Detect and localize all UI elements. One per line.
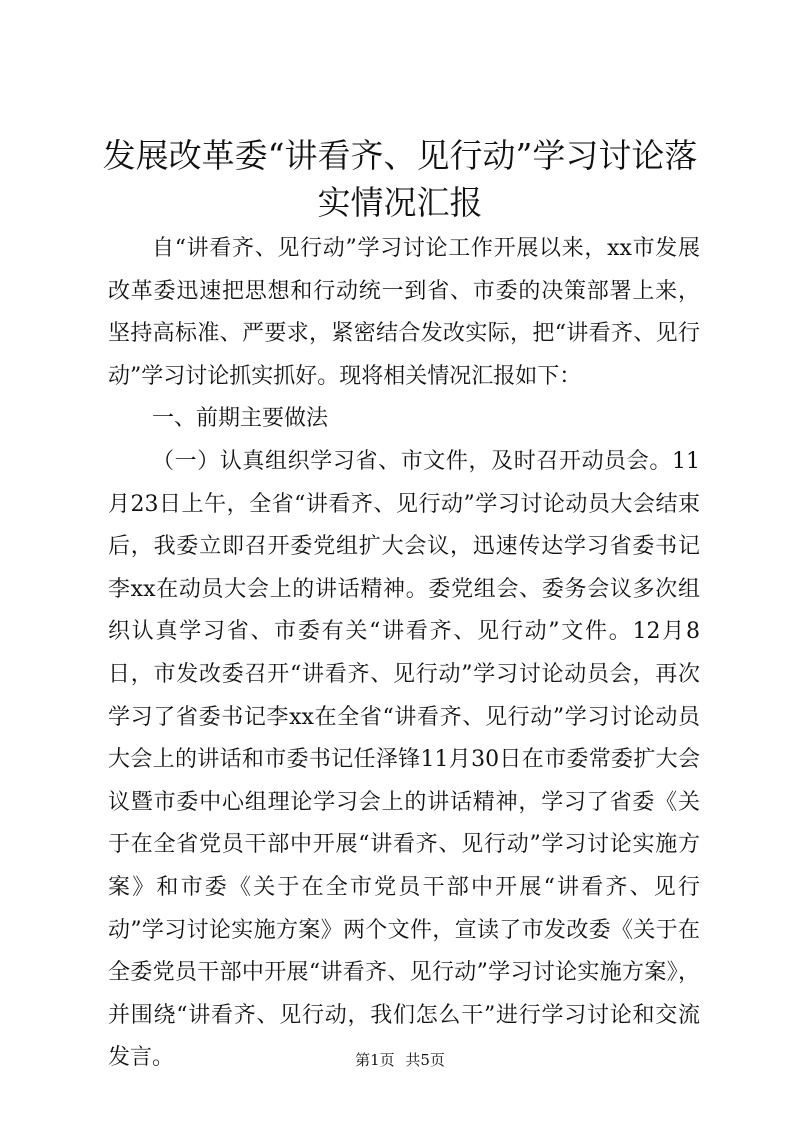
page-footer xyxy=(0,1050,800,1070)
intro-paragraph: 自“讲看齐、见行动”学习讨论工作开展以来，xx市发展改革委迅速把思想和行动统一到省、市委的决策部署上来，坚持高标准、严要求，紧密结合发改实际，把“讲看齐、见行动”学习讨论抓实抓好。现将相关情况汇报如下： xyxy=(108,236,700,389)
page-number: 第1页 xyxy=(355,1051,395,1069)
total-pages: 共5页 xyxy=(405,1051,445,1069)
section-heading: 一、前期主要做法 xyxy=(152,406,329,432)
document-body xyxy=(108,228,700,1080)
document-title: 发展改革委“讲看齐、见行动”学习讨论落实情况汇报 xyxy=(102,136,698,222)
section-paragraph: （一）认真组织学习省、市文件，及时召开动员会。11月23日上午，全省“讲看齐、见行动”学习讨论动员大会结束后，我委立即召开委党组扩大会议，迅速传达学习省委书记李xx在动员大会上的讲话精神。委党组会、委务会议多次组织认真学习省、市委有关“讲看齐、见行动”文件。12月8日，市发改委召开“讲看齐、见行动”学习讨论动员会，再次学习了省委书记李xx在全省“讲看齐、见行动”学习讨论动员大会上的讲话和市委书记任泽锋11月30日在市委常委扩大会议暨市委中心组理论学习会上的讲话精神，学习了省委《关于在全省党员干部中开展“讲看齐、见行动”学习讨论实施方案》和市委《关于在全市党员干部中开展“讲看齐、见行动”学习讨论实施方案》两个文件，宣读了市发改委《关于在全委党员干部中开展“讲看齐、见行动”学习讨论实施方案》，并围绕“讲看齐、见行动，我们怎么干”进行学习讨论和交流发言。 xyxy=(108,448,700,1071)
